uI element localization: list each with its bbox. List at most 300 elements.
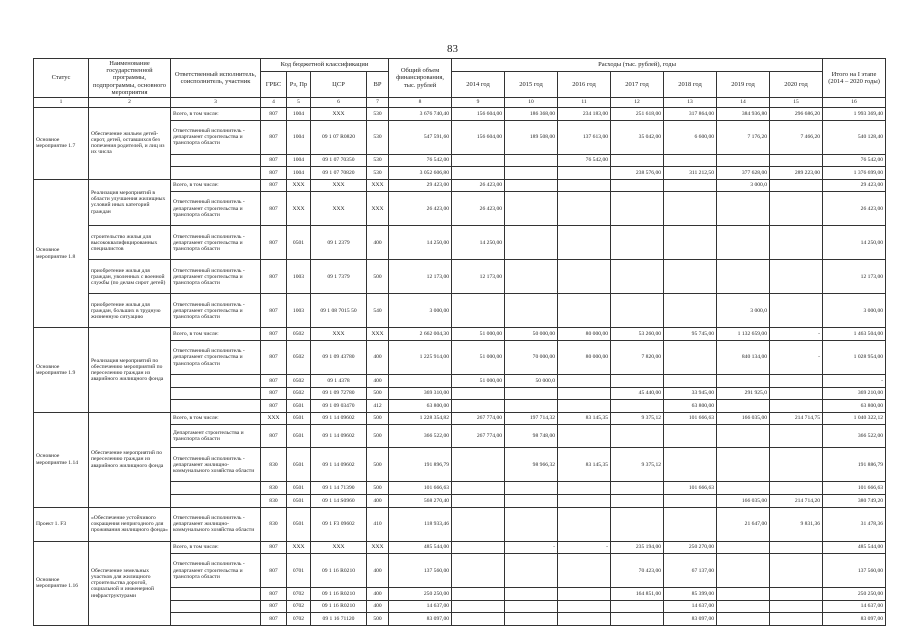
value-cell-y15 [505,613,558,626]
value-cell-rz: 0702 [287,613,311,626]
header-vr: ВР [367,72,389,98]
value-cell-csr: XXX [311,541,367,554]
value-cell-y17 [611,613,664,626]
value-cell-y16 [558,192,611,226]
value-cell-y19 [717,375,770,388]
value-cell-rz: 1004 [287,108,311,121]
value-cell-y15: 70 000,00 [505,340,558,374]
value-cell-y17 [611,495,664,508]
header-total-volume: Общий объем финансирования, тыс. рублей [389,59,452,98]
value-cell-total: 1 228 354,82 [389,412,452,425]
value-cell-y19: 21 647,00 [717,507,770,541]
value-cell-y20 [770,541,823,554]
value-cell-grbs: 830 [261,495,287,508]
value-cell-vr: 400 [367,226,389,260]
value-cell-grbs: 807 [261,120,287,154]
value-cell-csr: 09 1 16 R0210 [311,600,367,613]
value-cell-vr: 412 [367,400,389,413]
value-cell-stage: 63 800,00 [823,400,886,413]
value-cell-csr: 09 1 07 70350 [311,154,367,167]
header-expenses: Расходы (тыс. рублей), годы [452,59,823,72]
value-cell-y16 [558,588,611,601]
value-cell-y14: 267 774,00 [452,412,505,425]
value-cell-y14 [452,448,505,482]
value-cell-y15 [505,482,558,495]
page-number: 83 [447,43,458,55]
value-cell-total: 250 250,00 [389,588,452,601]
value-cell-y14: 26 423,00 [452,179,505,192]
value-cell-vr: XXX [367,179,389,192]
header-program-name: Наименование государственной программы, подпрограммы, основного мероприятия [89,59,171,98]
value-cell-y18: 95 745,00 [664,328,717,341]
value-cell-csr: 09 1 08 7015 50 [311,294,367,328]
value-cell-y19 [717,192,770,226]
executor-cell [171,482,261,495]
value-cell-stage: 1 993 369,40 [823,108,886,121]
value-cell-y15 [505,507,558,541]
value-cell-stage: 14 250,00 [823,226,886,260]
value-cell-total: 137 560,00 [389,554,452,588]
value-cell-y18: 14 637,00 [664,600,717,613]
value-cell-y19 [717,260,770,294]
value-cell-stage: 12 173,00 [823,260,886,294]
table-row [34,328,886,341]
value-cell-y15 [505,495,558,508]
value-cell-csr: 09 1 14 09602 [311,425,367,448]
value-cell-y19: 7 176,20 [717,120,770,154]
program-name-cell: Обеспечение земельных участков для жилищного строительства дорогой, социальной и инженерной инфраструктурами [89,541,171,625]
value-cell-y20 [770,588,823,601]
value-cell-vr: 400 [367,340,389,374]
value-cell-csr: 09 1 09 03470 [311,400,367,413]
value-cell-y17 [611,154,664,167]
value-cell-grbs: 807 [261,600,287,613]
value-cell-y17: 45 440,00 [611,387,664,400]
value-cell-total: 3 052 606,80 [389,167,452,180]
value-cell-y19: 3 000,0 [717,179,770,192]
value-cell-y20: 296 686,20 [770,108,823,121]
value-cell-total: 568 270,40 [389,495,452,508]
value-cell-y17 [611,600,664,613]
executor-cell: Ответственный исполнитель - департамент строительства и транспорта области [171,260,261,294]
table-row [34,226,886,260]
value-cell-grbs: 807 [261,554,287,588]
value-cell-csr: 09 1 14 09602 [311,412,367,425]
value-cell-stage: 485 544,00 [823,541,886,554]
value-cell-y17: 35 042,00 [611,120,664,154]
program-name-cell: приобретение жилья для граждан, уволенных с военной службы (по делам сирот детей) [89,260,171,294]
value-cell-y14 [452,554,505,588]
value-cell-y20 [770,400,823,413]
value-cell-csr: 09 1 09 43780 [311,340,367,374]
value-cell-stage: 191 886,79 [823,448,886,482]
header-executor: Ответственный исполнитель, соисполнитель, участник [171,59,261,98]
value-cell-y14 [452,294,505,328]
value-cell-y18 [664,154,717,167]
value-cell-rz: 0501 [287,495,311,508]
executor-cell: Ответственный исполнитель - департамент жилищно-коммунального хозяйства области [171,507,261,541]
value-cell-y18: 67 137,00 [664,554,717,588]
value-cell-vr: 500 [367,260,389,294]
value-cell-total: 101 666,63 [389,482,452,495]
program-name-cell: «Обеспечение устойчивого сокращения непригодного для проживания жилищного фонда» [89,507,171,541]
value-cell-y15 [505,387,558,400]
value-cell-stage: 1 376 699,00 [823,167,886,180]
header-status: Статус [34,59,89,98]
value-cell-csr: 09 1 7379 [311,260,367,294]
value-cell-y20 [770,179,823,192]
value-cell-stage: 3 000,00 [823,294,886,328]
value-cell-y14: 267 774,00 [452,425,505,448]
table-row [34,507,886,541]
value-cell-y20 [770,448,823,482]
value-cell-y18 [664,226,717,260]
value-cell-y16: 234 183,00 [558,108,611,121]
value-cell-vr: 400 [367,588,389,601]
value-cell-y20 [770,482,823,495]
value-cell-rz: XXX [287,179,311,192]
value-cell-y20 [770,554,823,588]
value-cell-y14 [452,507,505,541]
value-cell-grbs: 830 [261,482,287,495]
value-cell-rz: 0702 [287,600,311,613]
header-csr: ЦСР [311,72,367,98]
value-cell-stage: 380 749,20 [823,495,886,508]
value-cell-y17 [611,425,664,448]
value-cell-vr: 500 [367,412,389,425]
value-cell-y14 [452,482,505,495]
value-cell-stage: 540 128,40 [823,120,886,154]
value-cell-grbs: 830 [261,507,287,541]
value-cell-y17: 164 851,00 [611,588,664,601]
value-cell-y16 [558,179,611,192]
value-cell-y14: 51 000,00 [452,340,505,374]
value-cell-y17 [611,507,664,541]
column-number: 3 [171,98,261,108]
value-cell-y15 [505,154,558,167]
value-cell-y16 [558,400,611,413]
value-cell-y20 [770,154,823,167]
executor-cell [171,387,261,400]
value-cell-y19 [717,400,770,413]
value-cell-y16 [558,495,611,508]
value-cell-y15: 197 714,32 [505,412,558,425]
value-cell-csr: 09 1 4378 [311,375,367,388]
value-cell-y15 [505,192,558,226]
value-cell-csr: 09 1 07 70820 [311,167,367,180]
value-cell-y19: 166 035,00 [717,495,770,508]
value-cell-grbs: 807 [261,375,287,388]
value-cell-y18: 101 666,63 [664,482,717,495]
value-cell-rz: 0502 [287,328,311,341]
table-row [34,294,886,328]
value-cell-y16: 83 145,35 [558,448,611,482]
value-cell-y14: 156 604,00 [452,108,505,121]
value-cell-y14 [452,541,505,554]
value-cell-y20: 214 714,20 [770,495,823,508]
executor-cell: Ответственный исполнитель - департамент строительства и транспорта области [171,554,261,588]
value-cell-y19 [717,554,770,588]
program-name-cell: строительство жилья для высококвалифицированных специалистов [89,226,171,260]
value-cell-stage: - [823,375,886,388]
executor-cell [171,495,261,508]
value-cell-y17 [611,294,664,328]
executor-cell: Всего, в том числе: [171,412,261,425]
value-cell-y17: 9 375,12 [611,448,664,482]
value-cell-y16 [558,387,611,400]
value-cell-y17: 70 423,00 [611,554,664,588]
value-cell-stage: 101 666,63 [823,482,886,495]
status-cell: Основное мероприятие 1.14 [34,412,89,507]
executor-cell [171,613,261,626]
value-cell-stage: 1 028 954,00 [823,340,886,374]
value-cell-y17: 251 618,00 [611,108,664,121]
header-year-2019: 2019 год [717,72,770,98]
value-cell-csr: 09 1 F3 09602 [311,507,367,541]
value-cell-total: 2 662 004,30 [389,328,452,341]
value-cell-y20: 9 831,36 [770,507,823,541]
executor-cell [171,154,261,167]
value-cell-stage: 1 463 504,00 [823,328,886,341]
value-cell-y17 [611,192,664,226]
value-cell-total: 485 544,00 [389,541,452,554]
value-cell-y16 [558,613,611,626]
value-cell-grbs: 807 [261,387,287,400]
header-rzpr: Рз, Пр [287,72,311,98]
value-cell-total: 14 637,00 [389,600,452,613]
value-cell-csr: 09 1 14 S0960 [311,495,367,508]
value-cell-vr: 500 [367,387,389,400]
executor-cell: Департамент строительства и транспорта области [171,425,261,448]
value-cell-total: 12 173,00 [389,260,452,294]
value-cell-y20: 289 223,00 [770,167,823,180]
value-cell-y18 [664,375,717,388]
value-cell-y18: 33 945,00 [664,387,717,400]
value-cell-y17 [611,226,664,260]
value-cell-y15 [505,260,558,294]
value-cell-y20: 214 714,75 [770,412,823,425]
value-cell-rz: 0502 [287,375,311,388]
value-cell-y15 [505,226,558,260]
value-cell-y14: 14 250,00 [452,226,505,260]
value-cell-y17 [611,400,664,413]
value-cell-y19: 840 134,00 [717,340,770,374]
value-cell-vr: XXX [367,541,389,554]
value-cell-y17: 9 375,12 [611,412,664,425]
value-cell-vr: 400 [367,600,389,613]
value-cell-y15: 98 748,00 [505,425,558,448]
value-cell-y15 [505,400,558,413]
value-cell-stage: 29 423,00 [823,179,886,192]
executor-cell: Всего, в том числе: [171,541,261,554]
value-cell-y20 [770,387,823,400]
value-cell-y20 [770,600,823,613]
value-cell-rz: 0702 [287,588,311,601]
header-budget-code: Код бюджетной классификации [261,59,389,72]
executor-cell [171,167,261,180]
value-cell-stage: 83 097,00 [823,613,886,626]
value-cell-grbs: 807 [261,260,287,294]
column-number: 8 [389,98,452,108]
column-number: 13 [664,98,717,108]
value-cell-rz: 1004 [287,154,311,167]
value-cell-rz: 1003 [287,260,311,294]
value-cell-y18: 311 212,50 [664,167,717,180]
status-cell: Основное мероприятие 1.7 [34,108,89,180]
value-cell-total: 1 225 914,00 [389,340,452,374]
value-cell-y19 [717,588,770,601]
value-cell-vr: 530 [367,120,389,154]
value-cell-y19: 166 035,00 [717,412,770,425]
value-cell-y18 [664,507,717,541]
value-cell-vr: 530 [367,154,389,167]
value-cell-y19 [717,541,770,554]
value-cell-y18 [664,448,717,482]
budget-table-container [33,58,885,626]
value-cell-rz: XXX [287,541,311,554]
value-cell-total: 547 591,60 [389,120,452,154]
value-cell-y19: 384 936,80 [717,108,770,121]
value-cell-y15 [505,588,558,601]
value-cell-stage: 366 522,00 [823,425,886,448]
column-number: 16 [823,98,886,108]
value-cell-stage: 369 210,00 [823,387,886,400]
value-cell-rz: XXX [287,192,311,226]
status-cell: Проект 1. F3 [34,507,89,541]
value-cell-vr: 540 [367,294,389,328]
value-cell-y18: 101 666,63 [664,412,717,425]
value-cell-csr: XXX [311,192,367,226]
value-cell-grbs: 830 [261,448,287,482]
value-cell-total [389,375,452,388]
program-name-cell: Обеспечение жильем детей-сирот, детей, оставшихся без попечения родителей, и лиц из их числа [89,108,171,180]
status-cell: Основное мероприятие 1.16 [34,541,89,625]
value-cell-vr: 530 [367,167,389,180]
value-cell-total: 83 097,00 [389,613,452,626]
value-cell-y20 [770,425,823,448]
executor-cell [171,600,261,613]
value-cell-y17: 238 576,00 [611,167,664,180]
value-cell-grbs: 807 [261,328,287,341]
executor-cell: Ответственный исполнитель - департамент строительства и транспорта области [171,294,261,328]
value-cell-vr: 500 [367,425,389,448]
value-cell-grbs: XXX [261,412,287,425]
executor-cell: Ответственный исполнитель - департамент строительства и транспорта области [171,192,261,226]
value-cell-y20 [770,375,823,388]
value-cell-grbs: 807 [261,226,287,260]
value-cell-stage: 26 423,00 [823,192,886,226]
value-cell-csr: 09 1 07 R0820 [311,120,367,154]
value-cell-csr: 09 1 09 72780 [311,387,367,400]
value-cell-y20: 7 466,20 [770,120,823,154]
value-cell-total: 3 676 740,40 [389,108,452,121]
value-cell-y14: 51 000,00 [452,328,505,341]
executor-cell [171,588,261,601]
value-cell-rz: 0701 [287,554,311,588]
value-cell-y18 [664,495,717,508]
value-cell-y14: 26 423,00 [452,192,505,226]
value-cell-total: 26 423,00 [389,192,452,226]
value-cell-total: 14 250,00 [389,226,452,260]
value-cell-y16 [558,375,611,388]
value-cell-rz: 1004 [287,120,311,154]
header-grbs: ГРБС [261,72,287,98]
value-cell-rz: 0501 [287,448,311,482]
value-cell-rz: 1004 [287,167,311,180]
value-cell-total: 369 310,00 [389,387,452,400]
value-cell-y14 [452,613,505,626]
value-cell-y17 [611,260,664,294]
value-cell-y19 [717,448,770,482]
value-cell-vr: 400 [367,495,389,508]
value-cell-stage: 14 637,00 [823,600,886,613]
value-cell-y14 [452,588,505,601]
value-cell-y15 [505,294,558,328]
status-cell: Основное мероприятие 1.8 [34,179,89,328]
value-cell-grbs: 807 [261,400,287,413]
value-cell-rz: 0501 [287,226,311,260]
value-cell-y18 [664,260,717,294]
value-cell-y19 [717,226,770,260]
value-cell-grbs: 807 [261,192,287,226]
column-number: 7 [367,98,389,108]
value-cell-y16: 76 542,00 [558,154,611,167]
value-cell-vr: 410 [367,507,389,541]
value-cell-rz: 0501 [287,507,311,541]
value-cell-y14 [452,495,505,508]
executor-cell [171,375,261,388]
column-number: 12 [611,98,664,108]
value-cell-y14 [452,387,505,400]
value-cell-grbs: 807 [261,340,287,374]
value-cell-y14 [452,400,505,413]
value-cell-y16 [558,167,611,180]
column-number: 1 [34,98,89,108]
value-cell-csr: 09 1 2379 [311,226,367,260]
header-year-2016: 2016 год [558,72,611,98]
value-cell-y18 [664,192,717,226]
value-cell-y17: 7 820,00 [611,340,664,374]
header-year-2020: 2020 год [770,72,823,98]
value-cell-y15: 98 966,32 [505,448,558,482]
value-cell-y17 [611,179,664,192]
value-cell-rz: 0502 [287,340,311,374]
value-cell-csr: XXX [311,179,367,192]
column-number-row [34,98,886,108]
value-cell-rz: 1003 [287,294,311,328]
value-cell-y19: 377 628,00 [717,167,770,180]
value-cell-grbs: 807 [261,613,287,626]
value-cell-total: 118 933,46 [389,507,452,541]
value-cell-y19 [717,425,770,448]
value-cell-total: 191 896,79 [389,448,452,482]
column-number: 2 [89,98,171,108]
value-cell-total: 3 000,00 [389,294,452,328]
value-cell-y14 [452,600,505,613]
value-cell-rz: 0501 [287,400,311,413]
value-cell-y16 [558,482,611,495]
value-cell-rz: 0501 [287,425,311,448]
value-cell-y16 [558,600,611,613]
value-cell-total: 29 423,00 [389,179,452,192]
value-cell-stage: 250 250,00 [823,588,886,601]
value-cell-stage: 137 560,00 [823,554,886,588]
value-cell-y16: 83 145,35 [558,412,611,425]
value-cell-y16: - [558,541,611,554]
program-name-cell: приобретение жилья для граждан, больших в трудную жизненную ситуацию [89,294,171,328]
table-row [34,108,886,121]
value-cell-y15 [505,167,558,180]
